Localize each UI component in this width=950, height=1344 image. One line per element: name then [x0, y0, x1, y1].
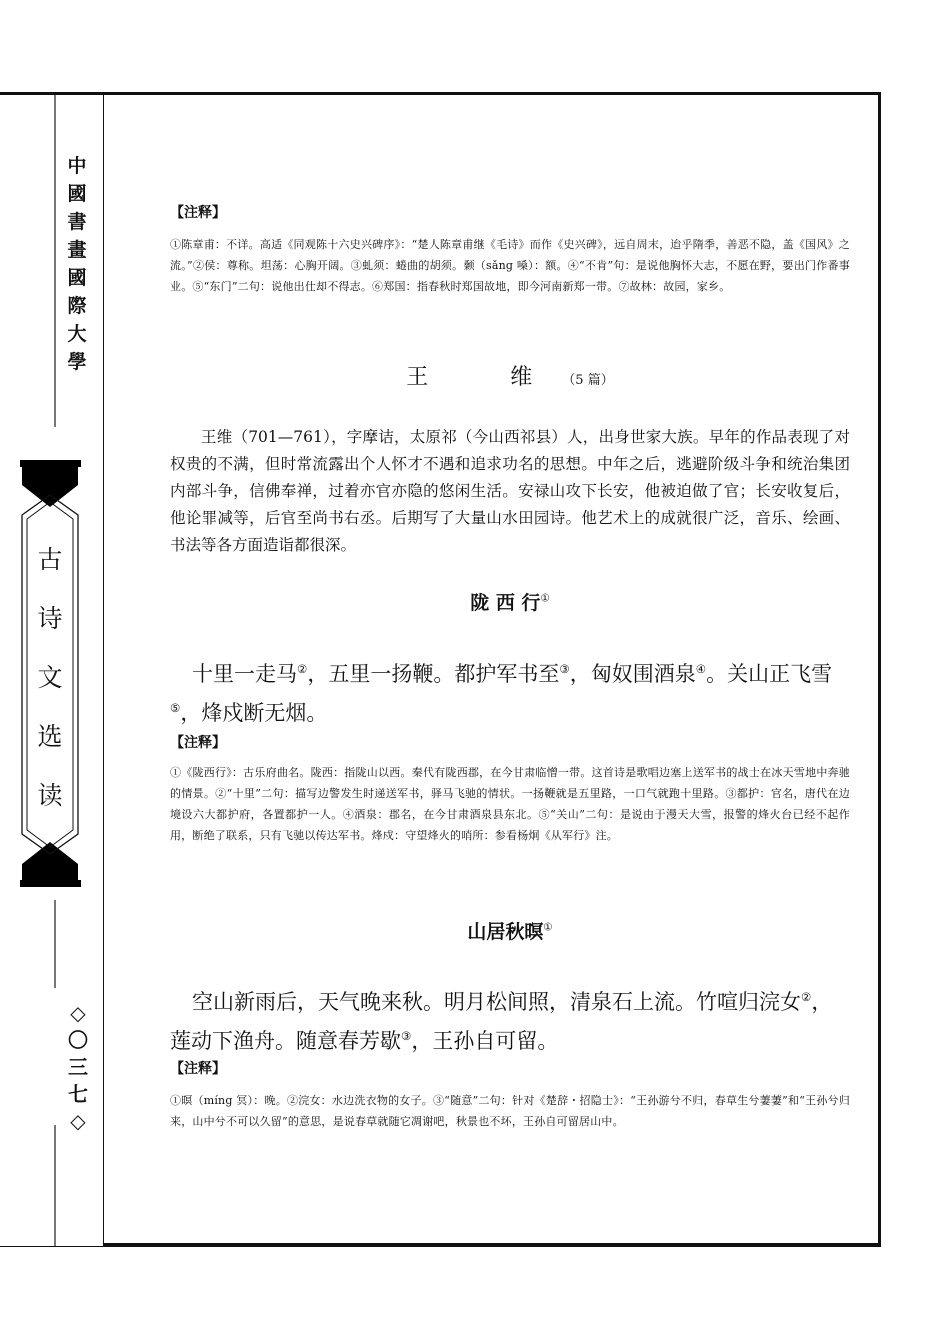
poem-line: ，烽戍断无烟。 — [180, 701, 328, 725]
poem-line: 。关山正飞雪 — [706, 662, 833, 686]
footnote-mark: ① — [543, 921, 553, 934]
page-number — [60, 1000, 96, 1135]
book-title — [28, 530, 72, 825]
footnote-mark: ④ — [695, 662, 707, 676]
poem-line: ，王孙自可留。 — [411, 1029, 559, 1053]
author-bio-text: 王维（701—761），字摩诘，太原祁（今山西祁县）人，出身世家大族。早年的作品表现了对权贵的不满，但时常流露出个人怀才不遇和追求功名的思想。中年之后，逃避阶级斗争和统治集团内部斗争，信佛奉禅，过着亦官亦隐的悠闲生活。安禄山攻下长安，他被迫做了官；长安收复后，他论罪减等，后官至尚书右丞。后期写了大量山水田园诗。他艺术上的成就很广泛，音乐、绘画、书法等各方面造诣都很深。 — [170, 428, 850, 554]
poem-count: （5 篇） — [562, 373, 614, 388]
poem-line: 十里一走马 — [192, 662, 298, 686]
school-char: 中 — [67, 155, 87, 177]
school-char: 大 — [67, 323, 87, 345]
school-char: 書 — [67, 211, 87, 233]
page-number-char: 三 — [68, 1055, 88, 1079]
author-bio — [170, 424, 850, 559]
poem-line: 空山新雨后，天气晚来秋。明月松间照，清泉石上流。竹喧归浣女 — [192, 990, 802, 1014]
poem-text — [170, 980, 850, 1058]
page-number-char: 七 — [68, 1082, 88, 1106]
poem-title — [170, 588, 850, 615]
footnote-mark: ⑤ — [170, 701, 181, 715]
emblem-bar-bottom — [20, 880, 81, 887]
book-title-char: 选 — [37, 722, 63, 751]
school-char: 國 — [67, 267, 87, 289]
note-text: ①暝（míng 冥）：晚。②浣女：水边洗衣物的女子。③“随意”二句：针对《楚辞・招隐士》：“王孙游兮不归，春草生兮萋萋”和“王孙兮归来，山中兮不可以久留”的意思，是说春草就随它凋谢吧，秋景也不坏，王孙自可留居山中。 — [170, 1094, 850, 1128]
sidebar-rule — [54, 900, 56, 988]
emblem-bar-top — [20, 460, 81, 467]
note-text: ①《陇西行》：古乐府曲名。陇西：指陇山以西。秦代有陇西郡，在今甘肃临憎一带。这首诗是歌唱边塞上送军书的战士在冰天雪地中奔驰的情景。②“十里”二句：描写边警发生时递送军书，驿马飞驰的情状。一扬鞭就是五里路，一口气就跑十里路。③都护：官名，唐代在边境设六大都护府，各置都护一人。④酒泉：郡名，在今甘肃酒泉县东北。⑤“关山”二句：是说由于漫天大雪，报警的烽火台已经不起作用，断绝了联系，只有飞驰以传达军书。烽戍：守望烽火的哨所：参看杨炯《从军行》注。 — [170, 766, 850, 842]
book-title-char: 文 — [37, 663, 63, 692]
poem-line: ，五里一扬鞭。都护军书至 — [307, 662, 560, 686]
book-title-char: 古 — [37, 545, 63, 574]
note-block — [170, 202, 850, 297]
school-char: 畫 — [67, 239, 87, 261]
page-number-char: ◇ — [70, 1001, 86, 1025]
poem-body — [170, 652, 850, 730]
footnote-mark: ② — [801, 990, 812, 1004]
poem-title-text: 陇 西 行 — [470, 592, 541, 614]
school-char: 國 — [67, 183, 87, 205]
school-char: 學 — [67, 351, 87, 373]
frame-bottom-left-rule — [0, 1246, 103, 1247]
poem-line: ，匈奴围酒泉 — [569, 662, 696, 686]
author-name: 王 维 — [406, 365, 563, 390]
author-heading — [170, 360, 850, 391]
poem-title — [170, 917, 850, 944]
note-text: ①陈章甫：不详。高适《同观陈十六史兴碑序》：“楚人陈章甫继《毛诗》而作《史兴碑》，远自周末，迨乎隋季，善恶不隐，盖《国风》之流。”②侯：尊称。坦荡：心胸开阔。③虬须：蜷曲的胡须。颡（sǎng 嗓）：额。④“不肯”句：是说他胸怀大志，不愿在野，要出门作番事业。⑤“东门”二句：说他出仕却不得志。⑥郑国：指春秋时郑国故地，即今河南新郑一带。⑦故林：故园，家乡。 — [170, 238, 850, 293]
poem-body — [170, 980, 850, 1058]
book-title-char: 读 — [37, 781, 63, 810]
note-title: 【注释】 — [170, 735, 226, 751]
poem-text — [170, 652, 850, 730]
page-number-char: ◇ — [70, 1109, 86, 1133]
footnote-mark: ② — [297, 662, 308, 676]
footnote-mark: ③ — [559, 662, 570, 676]
page-number-char: 〇 — [68, 1028, 88, 1052]
poem-title-text: 山居秋暝 — [467, 921, 544, 943]
sidebar-rule — [54, 1125, 56, 1246]
frame-top-left-rule — [0, 92, 103, 95]
note-title: 【注释】 — [170, 1061, 226, 1077]
note-block — [170, 732, 850, 846]
note-block — [170, 1058, 850, 1132]
sidebar-rule — [54, 95, 56, 427]
footnote-mark: ① — [540, 592, 550, 605]
poem-line: ，莲动下渔舟。随意春芳歇 — [170, 990, 833, 1053]
note-title: 【注释】 — [170, 205, 226, 221]
book-title-char: 诗 — [37, 604, 63, 633]
school-name — [62, 152, 92, 376]
footnote-mark: ③ — [401, 1029, 412, 1043]
school-char: 際 — [67, 295, 87, 317]
